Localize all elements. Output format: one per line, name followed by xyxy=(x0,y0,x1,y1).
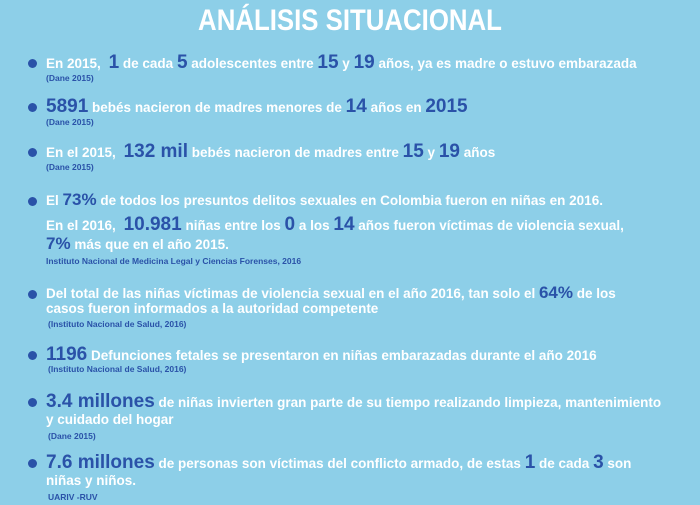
item-line: y cuidado del hogar xyxy=(46,412,174,427)
source-citation: (Instituto Nacional de Salud, 2016) xyxy=(48,319,187,329)
item-line: casos fueron informados a la autoridad competente xyxy=(46,301,379,316)
highlight-number: 7.6 millones xyxy=(46,452,155,473)
highlight-number: 64% xyxy=(538,283,573,302)
bullet-icon xyxy=(28,103,37,112)
item-line: 7.6 millones de personas son víctimas del conflicto armado, de estas 1 de cada 3 son xyxy=(46,452,632,473)
highlight-number: 3 xyxy=(593,452,604,473)
source-citation: UARIV -RUV xyxy=(48,492,98,502)
page-title: ANÁLISIS SITUACIONAL xyxy=(198,4,502,37)
bullet-icon xyxy=(28,351,37,360)
item-line: El 73% de todos los presuntos delitos sexuales en Colombia fueron en niñas en 2016. xyxy=(46,190,603,209)
highlight-number: 15 xyxy=(402,141,424,162)
bullet-icon xyxy=(28,459,37,468)
highlight-number: 19 xyxy=(353,52,375,73)
source-citation: (Instituto Nacional de Salud, 2016) xyxy=(48,364,187,374)
item-line: En 2015, 1 de cada 5 adolescentes entre 15 y 19 años, ya es madre o estuvo embarazada xyxy=(46,52,637,73)
highlight-number: 14 xyxy=(345,96,367,117)
bullet-icon xyxy=(28,59,37,68)
highlight-number: 1196 xyxy=(46,344,88,365)
source-citation: (Dane 2015) xyxy=(48,431,96,441)
highlight-number: 0 xyxy=(284,214,296,235)
highlight-number: 73% xyxy=(62,190,97,209)
bullet-icon xyxy=(28,398,37,407)
item-line: 3.4 millones de niñas invierten gran parte de su tiempo realizando limpieza, mantenimiento xyxy=(46,391,662,412)
highlight-number: 19 xyxy=(438,141,460,162)
highlight-number: 2015 xyxy=(425,96,468,117)
item-line: 5891 bebés nacieron de madres menores de 14 años en 2015 xyxy=(46,96,468,117)
highlight-number: 1 xyxy=(108,52,120,73)
item-line: Del total de las niñas víctimas de violencia sexual en el año 2016, tan solo el 64% de los xyxy=(46,283,616,302)
bullet-icon xyxy=(28,197,37,206)
highlight-number: 5891 xyxy=(46,96,89,117)
item-line: niñas y niños. xyxy=(46,473,137,488)
highlight-number: 1 xyxy=(524,452,536,473)
item-line: En el 2016, 10.981 niñas entre los 0 a los 14 años fueron víctimas de violencia sexual, xyxy=(46,214,624,235)
source-citation: Instituto Nacional de Medicina Legal y Ciencias Forenses, 2016 xyxy=(46,256,302,266)
source-citation: (Dane 2015) xyxy=(46,73,94,83)
highlight-number: 5 xyxy=(176,52,188,73)
highlight-number: 132 mil xyxy=(123,141,188,162)
highlight-number: 3.4 millones xyxy=(46,391,155,412)
item-line: En el 2015, 132 mil bebés nacieron de madres entre 15 y 19 años xyxy=(46,141,496,162)
highlight-number: 15 xyxy=(317,52,339,73)
item-line: 7% más que en el año 2015. xyxy=(46,234,229,253)
source-citation: (Dane 2015) xyxy=(46,117,94,127)
bullet-icon xyxy=(28,290,37,299)
source-citation: (Dane 2015) xyxy=(46,162,94,172)
bullet-icon xyxy=(28,148,37,157)
item-line: 1196 Defunciones fetales se presentaron en niñas embarazadas durante el año 2016 xyxy=(46,344,597,365)
highlight-number: 7% xyxy=(46,234,71,253)
highlight-number: 14 xyxy=(333,214,355,235)
highlight-number: 10.981 xyxy=(123,214,182,235)
